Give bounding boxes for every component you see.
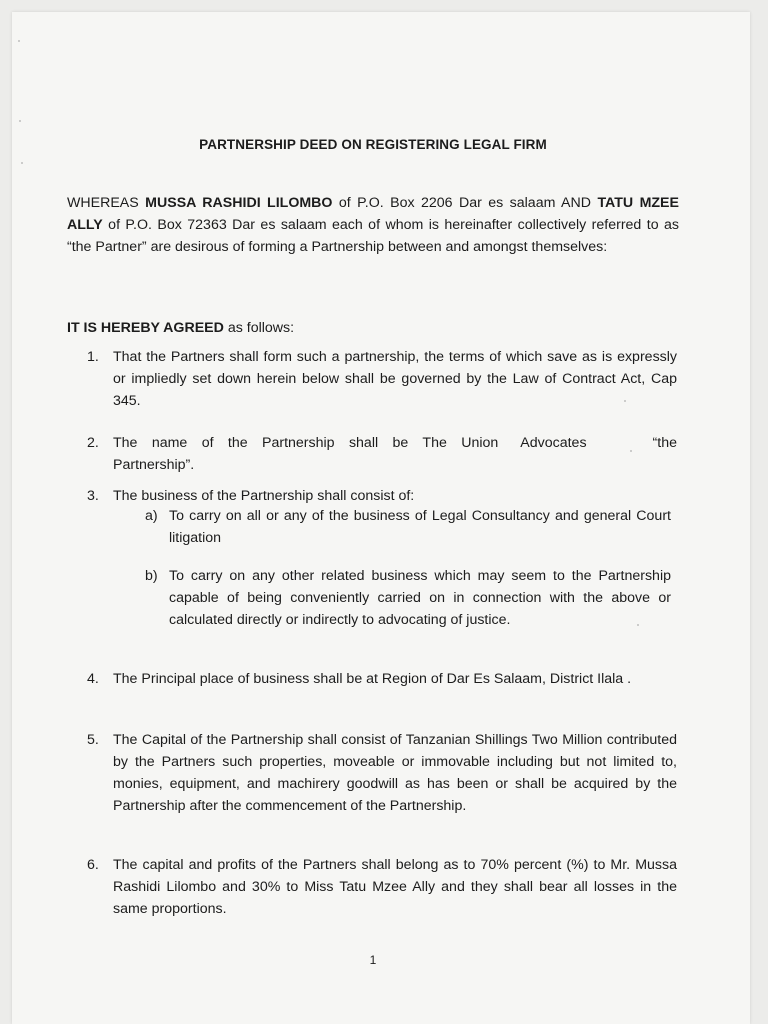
- clause-text: The Capital of the Partnership shall consist of Tanzanian Shillings Two Million contributed by the Partners such properties, moveable or immovable including but not limited to, monies, equipment, and machirery goodwill as has been or shall be acquired by the Partnership after the commencement of the Partnership.: [113, 732, 677, 814]
- clause-item: [87, 729, 677, 817]
- clause-number: 3.: [87, 488, 99, 504]
- whereas-tail: of P.O. Box 72363 Dar es salaam each of whom is hereinafter collectively referred to as “the Partner” are desirous of forming a Partnership between and amongst themselves:: [67, 217, 679, 255]
- document-title: PARTNERSHIP DEED ON REGISTERING LEGAL FIRM: [199, 137, 547, 152]
- clause-text-part: “the Partnership”.: [113, 435, 677, 473]
- agreed-heading: [67, 317, 679, 339]
- clause-text: The capital and profits of the Partners shall belong as to 70% percent (%) to Mr. Mussa Rashidi Lilombo and 30% to Miss Tatu Mzee Ally and they shall bear all losses in the same proportions.: [113, 857, 677, 917]
- page-number: 1: [369, 953, 377, 967]
- clause-number: 2.: [87, 435, 99, 451]
- clause-text: The Principal place of business shall be at Region of Dar Es Salaam, District Ilala .: [113, 671, 632, 687]
- subclause-text: To carry on any other related business which may seem to the Partnership capable of being conveniently carried on in connection with the above or calculated directly or indirectly to advocating of justice.: [169, 568, 671, 628]
- clause-item: [87, 432, 677, 476]
- clause-item: [87, 854, 677, 920]
- clause-text-part: Advocates: [520, 435, 587, 451]
- clause-text-part: The name of the Partnership shall be The Union: [113, 435, 499, 451]
- document-page: [12, 12, 750, 1024]
- subclause-item: [145, 565, 671, 631]
- subclause-letter: b): [145, 568, 158, 584]
- subclause-item: [145, 505, 671, 549]
- subclause-text: To carry on all or any of the business of Legal Consultancy and general Court litigation: [169, 508, 671, 546]
- agreed-bold: IT IS HEREBY AGREED: [67, 320, 224, 336]
- partner-name-2: TATU MZEE ALLY: [67, 195, 679, 233]
- whereas-mid: of P.O. Box 2206 Dar es salaam AND: [332, 195, 598, 211]
- clause-text: The business of the Partnership shall consist of:: [113, 488, 415, 504]
- whereas-lead: WHEREAS: [67, 195, 146, 211]
- clause-number: 1.: [87, 349, 99, 365]
- subclause-letter: a): [145, 508, 158, 524]
- clause-item: [87, 346, 677, 412]
- agreed-rest: as follows:: [223, 320, 295, 336]
- clause-text: [113, 432, 677, 476]
- clause-number: 4.: [87, 671, 99, 687]
- clause-text: That the Partners shall form such a partnership, the terms of which save as is expressly or impliedly set down herein below shall be governed by the Law of Contract Act, Cap 345.: [113, 349, 677, 409]
- clause-number: 6.: [87, 857, 99, 873]
- partner-name-1: MUSSA RASHIDI LILOMBO: [145, 195, 333, 211]
- clause-item: [87, 485, 677, 507]
- whereas-paragraph: [67, 192, 679, 258]
- clause-item: [87, 668, 677, 690]
- clause-number: 5.: [87, 732, 99, 748]
